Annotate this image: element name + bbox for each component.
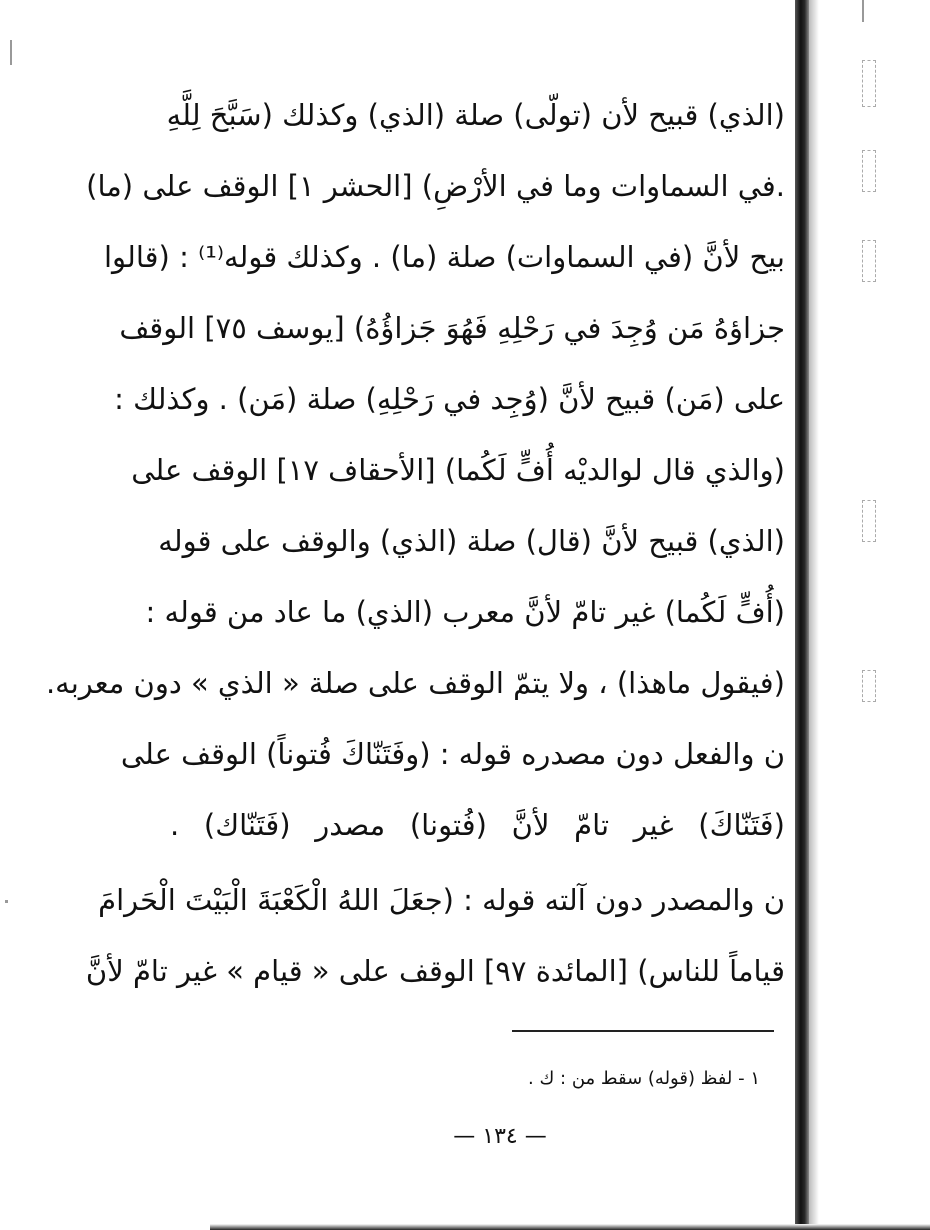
scan-mark xyxy=(5,900,8,903)
text-line: (أُفٍّ لَكُما) غير تامّ لأنَّ معرب (الذي) ما عاد من قوله : xyxy=(145,595,785,629)
page-bottom-edge xyxy=(210,1224,930,1230)
text-line: ن والمصدر دون آلته قوله : (جعَلَ اللهُ الْكَعْبَةَ الْبَيْتَ الْحَرامَ xyxy=(98,883,785,917)
scan-mark xyxy=(862,0,864,22)
facing-page-edge xyxy=(862,60,876,107)
text-line: جزاؤهُ مَن وُجِدَ في رَحْلِهِ فَهُوَ جَزاؤُهُ) [يوسف ٧٥] الوقف xyxy=(119,311,785,345)
facing-page-edge xyxy=(862,150,876,192)
scan-mark xyxy=(10,40,12,65)
book-spine-shadow xyxy=(795,0,809,1230)
footnote-separator xyxy=(512,1030,774,1032)
text-line: (والذي قال لوالديْه أُفٍّ لَكُما) [الأحقاف ١٧] الوقف على xyxy=(131,453,785,487)
facing-page-edge xyxy=(862,240,876,282)
facing-page-edge xyxy=(862,500,876,542)
text-line: (الذي) قبيح لأنَّ (قال) صلة (الذي) والوقف على قوله xyxy=(158,524,785,558)
text-line: على (مَن) قبيح لأنَّ (وُجِد في رَحْلِهِ) صلة (مَن) . وكذلك : xyxy=(114,382,785,416)
text-line: .في السماوات وما في الأرْضِ) [الحشر ١] الوقف على (ما) xyxy=(86,169,785,203)
facing-page-edge xyxy=(862,670,876,702)
gutter-shadow xyxy=(809,0,819,1230)
footnote: ١ - لفظ (قوله) سقط من : ك . xyxy=(528,1068,760,1089)
text-line: (فَتَنّاكَ) غير تامّ لأنَّ (فُتونا) مصدر (فَتَنّاك) . xyxy=(170,808,785,842)
text-line: (الذي) قبيح لأن (تولّى) صلة (الذي) وكذلك (سَبَّحَ لِلَّهِ xyxy=(166,98,785,132)
text-line: (فيقول ماهذا) ، ولا يتمّ الوقف على صلة « الذي » دون معربه. xyxy=(45,666,785,700)
page-number: — ١٣٤ — xyxy=(453,1124,547,1149)
text-line: قياماً للناس) [المائدة ٩٧] الوقف على « قيام » غير تامّ لأنَّ xyxy=(85,954,785,988)
text-line: بيح لأنَّ (في السماوات) صلة (ما) . وكذلك قوله⁽¹⁾ : (قالوا xyxy=(103,240,785,274)
text-line: ن والفعل دون مصدره قوله : (وفَتَنّاكَ فُتوناً) الوقف على xyxy=(120,737,785,771)
